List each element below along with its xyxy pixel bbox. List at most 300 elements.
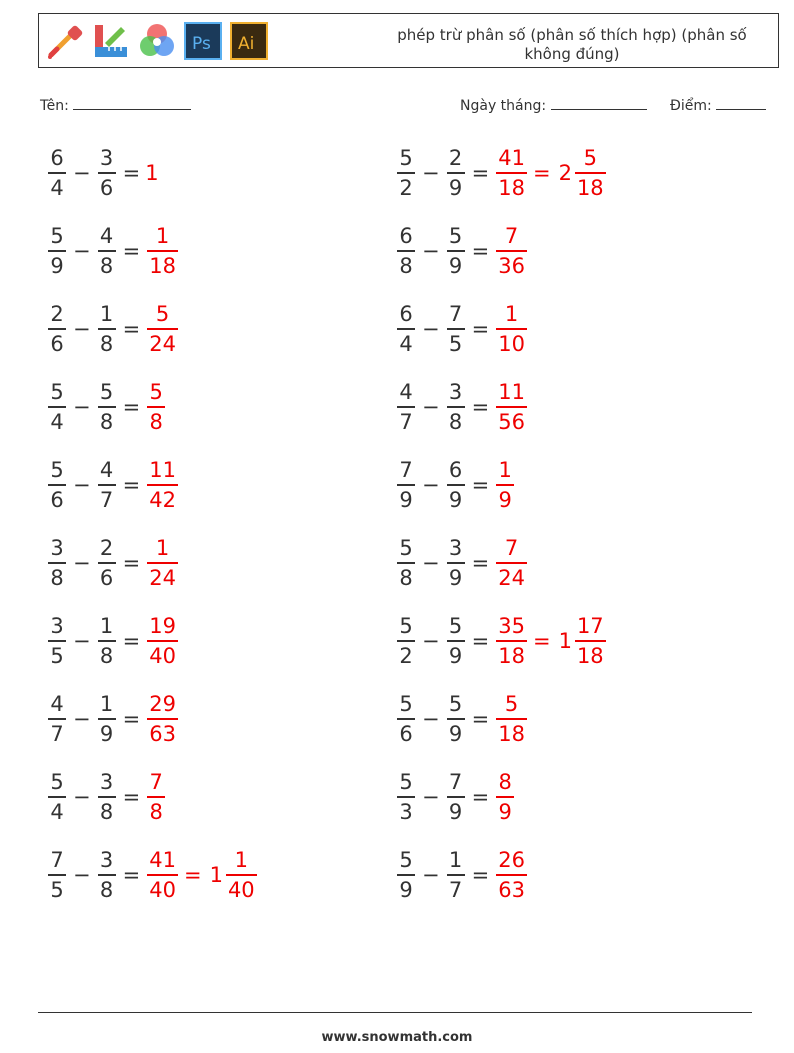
worksheet-title: phép trừ phân số (phân số thích hợp) (phân số không đúng) — [397, 26, 747, 63]
denominator: 18 — [576, 175, 604, 200]
fraction-bar — [98, 250, 116, 252]
answer-fraction — [147, 302, 178, 356]
fraction-bar — [397, 484, 415, 486]
denominator: 56 — [498, 409, 525, 434]
date-label: Ngày tháng: — [460, 98, 547, 114]
minuend-fraction — [48, 224, 66, 278]
numerator: 1 — [504, 302, 519, 327]
score-label: Điểm: — [670, 98, 712, 114]
denominator: 40 — [149, 643, 176, 668]
answer-fraction — [496, 848, 527, 902]
fraction-bar — [447, 874, 465, 876]
subtrahend-fraction — [98, 302, 116, 356]
denominator: 36 — [498, 253, 525, 278]
fraction-bar — [98, 406, 116, 408]
fraction-bar — [147, 250, 178, 252]
denominator: 6 — [399, 721, 413, 746]
fraction-bar — [226, 874, 257, 876]
equals-sign-mixed: = — [183, 863, 202, 887]
denominator: 9 — [448, 487, 463, 512]
subtrahend-fraction — [447, 614, 465, 668]
answer-fraction — [496, 614, 527, 668]
numerator: 4 — [99, 458, 114, 483]
denominator: 42 — [149, 487, 176, 512]
fraction-bar — [147, 406, 165, 408]
denominator: 8 — [149, 409, 163, 434]
numerator: 4 — [399, 380, 413, 405]
fraction-bar — [447, 484, 465, 486]
color-circles-icon — [137, 21, 177, 61]
numerator: 1 — [448, 848, 463, 873]
subtrahend-fraction — [98, 380, 116, 434]
problem-right-9 — [395, 762, 516, 832]
equals-sign: = — [471, 863, 490, 887]
numerator: 5 — [504, 692, 519, 717]
problem-left-10 — [46, 840, 259, 910]
date-blank[interactable] — [551, 96, 647, 110]
problem-left-6 — [46, 528, 180, 598]
minuend-fraction — [397, 614, 415, 668]
numerator: 4 — [50, 692, 64, 717]
numerator: 7 — [50, 848, 64, 873]
minus-sign: − — [73, 863, 91, 887]
denominator: 5 — [50, 643, 64, 668]
denominator: 40 — [227, 877, 255, 902]
numerator: 7 — [504, 536, 519, 561]
subtrahend-fraction — [98, 848, 116, 902]
minuend-fraction — [48, 302, 66, 356]
minus-sign: − — [73, 161, 91, 185]
fraction-bar — [147, 328, 178, 330]
fraction-bar — [147, 484, 178, 486]
fraction-bar — [48, 640, 66, 642]
fraction-bar — [496, 874, 527, 876]
denominator: 9 — [448, 253, 463, 278]
numerator: 1 — [155, 224, 170, 249]
denominator: 24 — [149, 565, 176, 590]
answer-fraction — [496, 380, 527, 434]
problem-left-4 — [46, 372, 167, 442]
equals-sign-mixed: = — [532, 629, 551, 653]
denominator: 10 — [498, 331, 525, 356]
equals-sign: = — [471, 161, 490, 185]
problem-right-6 — [395, 528, 529, 598]
problem-left-8 — [46, 684, 180, 754]
fraction-bar — [397, 796, 415, 798]
numerator: 26 — [498, 848, 525, 873]
fraction-bar — [397, 328, 415, 330]
denominator: 2 — [399, 175, 413, 200]
denominator: 8 — [399, 253, 413, 278]
problem-right-3 — [395, 294, 529, 364]
problem-right-5 — [395, 450, 516, 520]
header-box — [38, 13, 779, 68]
denominator: 63 — [498, 877, 525, 902]
subtrahend-fraction — [98, 458, 116, 512]
problem-left-5 — [46, 450, 180, 520]
numerator: 1 — [99, 692, 114, 717]
fraction-bar — [147, 640, 178, 642]
numerator: 5 — [399, 848, 413, 873]
equals-sign-mixed: = — [532, 161, 551, 185]
denominator: 9 — [448, 721, 463, 746]
fraction-bar — [147, 718, 178, 720]
denominator: 9 — [448, 799, 463, 824]
fraction-bar — [397, 406, 415, 408]
problem-left-1 — [46, 138, 159, 208]
subtrahend-fraction — [98, 770, 116, 824]
equals-sign: = — [122, 161, 141, 185]
denominator: 8 — [99, 877, 114, 902]
minuend-fraction — [397, 536, 415, 590]
fraction-bar — [397, 874, 415, 876]
denominator: 6 — [50, 331, 64, 356]
answer-fraction — [147, 848, 178, 902]
numerator: 41 — [498, 146, 525, 171]
denominator: 3 — [399, 799, 413, 824]
fraction-bar — [447, 172, 465, 174]
denominator: 8 — [99, 409, 114, 434]
fraction-bar — [397, 640, 415, 642]
fraction-bar — [447, 406, 465, 408]
subtrahend-fraction — [98, 614, 116, 668]
denominator: 40 — [149, 877, 176, 902]
minuend-fraction — [397, 302, 415, 356]
denominator: 9 — [448, 565, 463, 590]
fraction-bar — [447, 796, 465, 798]
denominator: 6 — [99, 565, 114, 590]
denominator: 7 — [448, 877, 463, 902]
problem-left-7 — [46, 606, 180, 676]
numerator: 5 — [399, 692, 413, 717]
denominator: 9 — [498, 487, 512, 512]
denominator: 8 — [50, 565, 64, 590]
numerator: 5 — [448, 614, 463, 639]
date-field — [460, 96, 647, 114]
mixed-whole: 2 — [558, 161, 572, 185]
numerator: 1 — [99, 614, 114, 639]
fraction-bar — [447, 250, 465, 252]
numerator: 41 — [149, 848, 176, 873]
numerator: 5 — [399, 146, 413, 171]
numerator: 3 — [50, 536, 64, 561]
fraction-bar — [447, 328, 465, 330]
equals-sign: = — [122, 629, 141, 653]
score-field — [670, 96, 766, 114]
minus-sign: − — [73, 551, 91, 575]
answer-fraction — [147, 380, 165, 434]
problem-right-10 — [395, 840, 529, 910]
subtrahend-fraction — [447, 224, 465, 278]
equals-sign: = — [122, 863, 141, 887]
denominator: 24 — [498, 565, 525, 590]
header-icons — [45, 20, 269, 62]
problem-right-4 — [395, 372, 529, 442]
numerator: 7 — [504, 224, 519, 249]
numerator: 7 — [149, 770, 163, 795]
fraction-bar — [98, 562, 116, 564]
minuend-fraction — [397, 692, 415, 746]
subtrahend-fraction — [447, 302, 465, 356]
denominator: 5 — [50, 877, 64, 902]
answer-fraction — [147, 536, 178, 590]
numerator: 5 — [50, 380, 64, 405]
problem-left-9 — [46, 762, 167, 832]
mixed-fraction — [575, 614, 606, 668]
equals-sign: = — [471, 317, 490, 341]
answer-fraction — [496, 692, 527, 746]
equals-sign: = — [122, 551, 141, 575]
mixed-whole: 1 — [209, 863, 223, 887]
equals-sign: = — [471, 785, 490, 809]
answer-fraction — [496, 536, 527, 590]
numerator: 5 — [399, 770, 413, 795]
denominator: 18 — [498, 721, 525, 746]
numerator: 5 — [50, 770, 64, 795]
minuend-fraction — [48, 848, 66, 902]
minus-sign: − — [422, 161, 440, 185]
svg-text:Ps: Ps — [192, 34, 211, 54]
minus-sign: − — [73, 317, 91, 341]
numerator: 3 — [99, 848, 114, 873]
minuend-fraction — [397, 770, 415, 824]
fraction-bar — [98, 718, 116, 720]
subtrahend-fraction — [98, 536, 116, 590]
subtrahend-fraction — [98, 146, 116, 200]
numerator: 5 — [50, 224, 64, 249]
fraction-bar — [48, 328, 66, 330]
fraction-bar — [496, 718, 527, 720]
fraction-bar — [397, 562, 415, 564]
name-label: Tên: — [40, 98, 69, 114]
equals-sign: = — [471, 395, 490, 419]
denominator: 9 — [50, 253, 64, 278]
fraction-bar — [397, 172, 415, 174]
equals-sign: = — [122, 707, 141, 731]
denominator: 9 — [448, 175, 463, 200]
equals-sign: = — [122, 317, 141, 341]
equals-sign: = — [122, 473, 141, 497]
fraction-bar — [496, 250, 527, 252]
svg-text:Ai: Ai — [238, 34, 255, 54]
answer-fraction — [147, 770, 165, 824]
minuend-fraction — [48, 536, 66, 590]
numerator: 6 — [448, 458, 463, 483]
photoshop-icon — [183, 21, 223, 61]
fraction-bar — [496, 406, 527, 408]
numerator: 3 — [448, 380, 463, 405]
numerator: 11 — [498, 380, 525, 405]
minuend-fraction — [48, 770, 66, 824]
fraction-bar — [147, 562, 178, 564]
numerator: 3 — [99, 770, 114, 795]
denominator: 6 — [99, 175, 114, 200]
fraction-bar — [48, 796, 66, 798]
numerator: 1 — [155, 536, 170, 561]
denominator: 18 — [576, 643, 604, 668]
denominator: 4 — [50, 175, 64, 200]
minus-sign: − — [422, 473, 440, 497]
fraction-bar — [147, 796, 165, 798]
footer-url: www.snowmath.com — [321, 1030, 473, 1045]
denominator: 8 — [99, 799, 114, 824]
equals-sign: = — [122, 395, 141, 419]
minuend-fraction — [48, 614, 66, 668]
minuend-fraction — [397, 848, 415, 902]
problem-right-2 — [395, 216, 529, 286]
illustrator-icon — [229, 21, 269, 61]
denominator: 18 — [498, 643, 525, 668]
numerator: 5 — [399, 614, 413, 639]
mixed-fraction — [226, 848, 257, 902]
fraction-bar — [98, 172, 116, 174]
fraction-bar — [575, 172, 606, 174]
numerator: 5 — [448, 224, 463, 249]
numerator: 5 — [583, 146, 597, 171]
denominator: 4 — [50, 799, 64, 824]
answer-fraction — [496, 146, 527, 200]
name-blank[interactable] — [73, 96, 191, 110]
denominator: 9 — [399, 877, 413, 902]
minus-sign: − — [422, 239, 440, 263]
mixed-whole: 1 — [558, 629, 572, 653]
fraction-bar — [397, 250, 415, 252]
equals-sign: = — [471, 707, 490, 731]
fraction-bar — [496, 172, 527, 174]
problem-left-2 — [46, 216, 180, 286]
denominator: 7 — [99, 487, 114, 512]
fraction-bar — [48, 484, 66, 486]
numerator: 2 — [448, 146, 463, 171]
denominator: 8 — [149, 799, 163, 824]
problem-right-8 — [395, 684, 529, 754]
fraction-bar — [496, 640, 527, 642]
denominator: 9 — [498, 799, 512, 824]
minuend-fraction — [397, 224, 415, 278]
fraction-bar — [48, 562, 66, 564]
numerator: 1 — [99, 302, 114, 327]
minus-sign: − — [73, 629, 91, 653]
fraction-bar — [147, 874, 178, 876]
minus-sign: − — [73, 395, 91, 419]
fraction-bar — [98, 328, 116, 330]
numerator: 2 — [99, 536, 114, 561]
footer-divider — [38, 1012, 752, 1013]
numerator: 1 — [498, 458, 512, 483]
answer-fraction — [496, 224, 527, 278]
numerator: 35 — [498, 614, 525, 639]
fraction-bar — [48, 250, 66, 252]
numerator: 5 — [50, 458, 64, 483]
equals-sign: = — [471, 629, 490, 653]
minuend-fraction — [397, 146, 415, 200]
numerator: 3 — [50, 614, 64, 639]
name-field — [40, 96, 191, 114]
minus-sign: − — [422, 863, 440, 887]
numerator: 5 — [155, 302, 170, 327]
minus-sign: − — [73, 707, 91, 731]
fraction-bar — [575, 640, 606, 642]
numerator: 6 — [50, 146, 64, 171]
color-picker-icon — [45, 21, 85, 61]
fraction-bar — [447, 640, 465, 642]
denominator: 4 — [399, 331, 413, 356]
denominator: 9 — [99, 721, 114, 746]
numerator: 7 — [448, 770, 463, 795]
numerator: 5 — [448, 692, 463, 717]
subtrahend-fraction — [447, 692, 465, 746]
numerator: 2 — [50, 302, 64, 327]
fraction-bar — [48, 406, 66, 408]
denominator: 24 — [149, 331, 176, 356]
score-blank[interactable] — [716, 96, 766, 110]
fraction-bar — [98, 874, 116, 876]
numerator: 7 — [399, 458, 413, 483]
denominator: 8 — [399, 565, 413, 590]
subtrahend-fraction — [447, 380, 465, 434]
numerator: 3 — [448, 536, 463, 561]
denominator: 8 — [99, 253, 114, 278]
minus-sign: − — [73, 239, 91, 263]
equals-sign: = — [122, 785, 141, 809]
numerator: 6 — [399, 302, 413, 327]
fraction-bar — [496, 796, 514, 798]
numerator: 7 — [448, 302, 463, 327]
minus-sign: − — [422, 551, 440, 575]
denominator: 9 — [399, 487, 413, 512]
numerator: 29 — [149, 692, 176, 717]
minus-sign: − — [73, 473, 91, 497]
answer-fraction — [496, 458, 514, 512]
numerator: 6 — [399, 224, 413, 249]
denominator: 7 — [50, 721, 64, 746]
numerator: 17 — [576, 614, 604, 639]
denominator: 4 — [50, 409, 64, 434]
subtrahend-fraction — [98, 224, 116, 278]
denominator: 18 — [149, 253, 176, 278]
numerator: 5 — [399, 536, 413, 561]
problem-right-7 — [395, 606, 608, 676]
minuend-fraction — [48, 458, 66, 512]
minuend-fraction — [48, 380, 66, 434]
subtrahend-fraction — [98, 692, 116, 746]
minuend-fraction — [48, 146, 66, 200]
fraction-bar — [98, 484, 116, 486]
denominator: 9 — [448, 643, 463, 668]
numerator: 4 — [99, 224, 114, 249]
denominator: 18 — [498, 175, 525, 200]
answer-fraction — [496, 770, 514, 824]
fraction-bar — [496, 562, 527, 564]
denominator: 8 — [99, 331, 114, 356]
subtrahend-fraction — [447, 848, 465, 902]
answer-fraction — [147, 614, 178, 668]
answer-whole: 1 — [145, 161, 159, 185]
denominator: 2 — [399, 643, 413, 668]
equals-sign: = — [471, 551, 490, 575]
denominator: 5 — [448, 331, 463, 356]
mixed-fraction — [575, 146, 606, 200]
problem-left-3 — [46, 294, 180, 364]
minus-sign: − — [422, 317, 440, 341]
fraction-bar — [48, 874, 66, 876]
minus-sign: − — [73, 785, 91, 809]
fraction-bar — [98, 640, 116, 642]
minuend-fraction — [397, 380, 415, 434]
numerator: 3 — [99, 146, 114, 171]
numerator: 5 — [149, 380, 163, 405]
subtrahend-fraction — [447, 770, 465, 824]
